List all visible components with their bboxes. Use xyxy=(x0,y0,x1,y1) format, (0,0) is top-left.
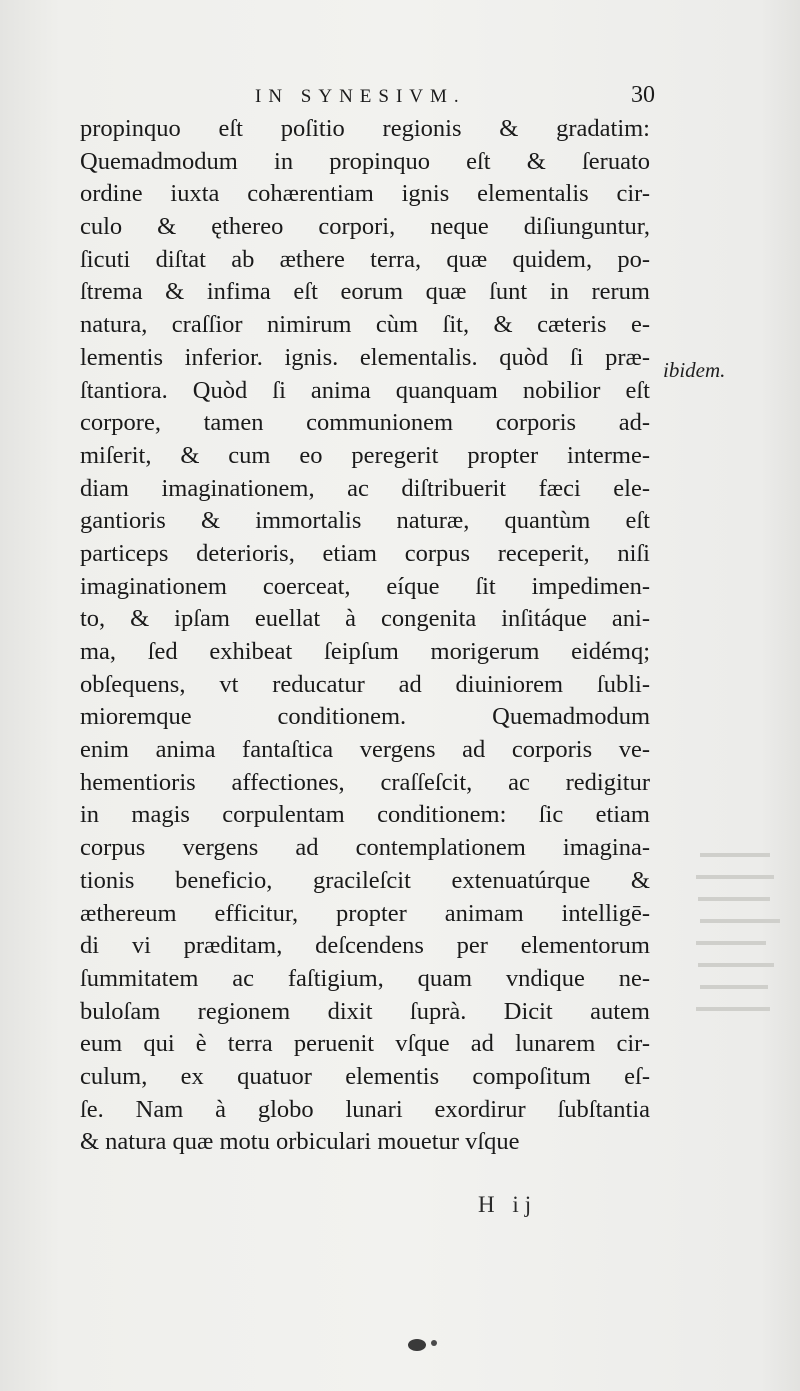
text-line: to, & ipſam euellat à congenita inſitáque ani- xyxy=(80,605,650,633)
text-line: Quemadmodum in propinquo eſt & ſeruato xyxy=(80,147,650,175)
signature-mark: H ij xyxy=(478,1192,538,1217)
text-line: propinquo eſt poſitio regionis & gradatim: xyxy=(80,115,650,142)
text-line: lementis inferior. ignis. elementalis. quòd ſi præ- xyxy=(80,343,650,371)
ink-blot xyxy=(403,1336,443,1352)
text-line: ſicuti diſtat ab æthere terra, quæ quidem, po- xyxy=(80,245,650,273)
show-through-text xyxy=(690,845,790,1105)
text-line: mioremque conditionem. Quemadmodum xyxy=(80,703,650,731)
text-line: corpore, tamen communionem corporis ad- xyxy=(80,409,650,437)
text-line: corpus vergens ad contemplationem imagina- xyxy=(80,834,650,862)
page-number: 30 xyxy=(631,82,655,108)
text-line: buloſam regionem dixit ſuprà. Dicit autem xyxy=(80,997,650,1025)
text-line: ſummitatem ac faſtigium, quam vndique ne- xyxy=(80,964,650,992)
text-line: tionis beneficio, gracileſcit extenuatúrque & xyxy=(80,866,650,894)
text-line: natura, craſſior nimirum cùm ſit, & cæteris e- xyxy=(80,311,650,339)
text-line: diam imaginationem, ac diſtribuerit fæci ele- xyxy=(80,474,650,502)
running-title: IN SYNESIVM. xyxy=(255,86,466,107)
text-line: imaginationem coerceat, eíque ſit impedimen- xyxy=(80,572,650,600)
page-header xyxy=(255,82,655,116)
text-line: ma, ſed exhibeat ſeipſum morigerum eidémq; xyxy=(80,638,650,665)
text-line: particeps deterioris, etiam corpus receperit, niſi xyxy=(80,539,650,567)
text-line: obſequens, vt reducatur ad diuiniorem ſubli- xyxy=(80,670,650,698)
text-line: culum, ex quatuor elementis compoſitum eſ- xyxy=(80,1062,650,1090)
text-line: ſtrema & infima eſt eorum quæ ſunt in rerum xyxy=(80,278,650,306)
body-text xyxy=(80,113,650,1159)
text-line: culo & ęthereo corpori, neque diſiunguntur, xyxy=(80,213,650,241)
text-line: hementioris affectiones, craſſeſcit, ac redigitur xyxy=(80,768,650,796)
marginal-note: ibidem. xyxy=(663,358,726,382)
text-line: enim anima fantaſtica vergens ad corporis ve- xyxy=(80,736,650,764)
text-line: gantioris & immortalis naturæ, quantùm eſt xyxy=(80,507,650,535)
text-line: & natura quæ motu orbiculari mouetur vſque xyxy=(80,1128,520,1156)
text-line: ordine iuxta cohærentiam ignis elementalis cir- xyxy=(80,180,650,208)
text-line: eum qui è terra peruenit vſque ad lunarem cir- xyxy=(80,1030,650,1058)
text-line: di vi præditam, deſcendens per elementorum xyxy=(80,932,650,960)
text-line: miſerit, & cum eo peregerit propter interme- xyxy=(80,441,650,469)
text-line: ſtantiora. Quòd ſi anima quanquam nobilior eſt xyxy=(80,376,650,404)
text-line: æthereum efficitur, propter animam intelligē- xyxy=(80,899,650,927)
text-line: ſe. Nam à globo lunari exordirur ſubſtantia xyxy=(80,1095,650,1123)
text-line: in magis corpulentam conditionem: ſic etiam xyxy=(80,801,650,829)
